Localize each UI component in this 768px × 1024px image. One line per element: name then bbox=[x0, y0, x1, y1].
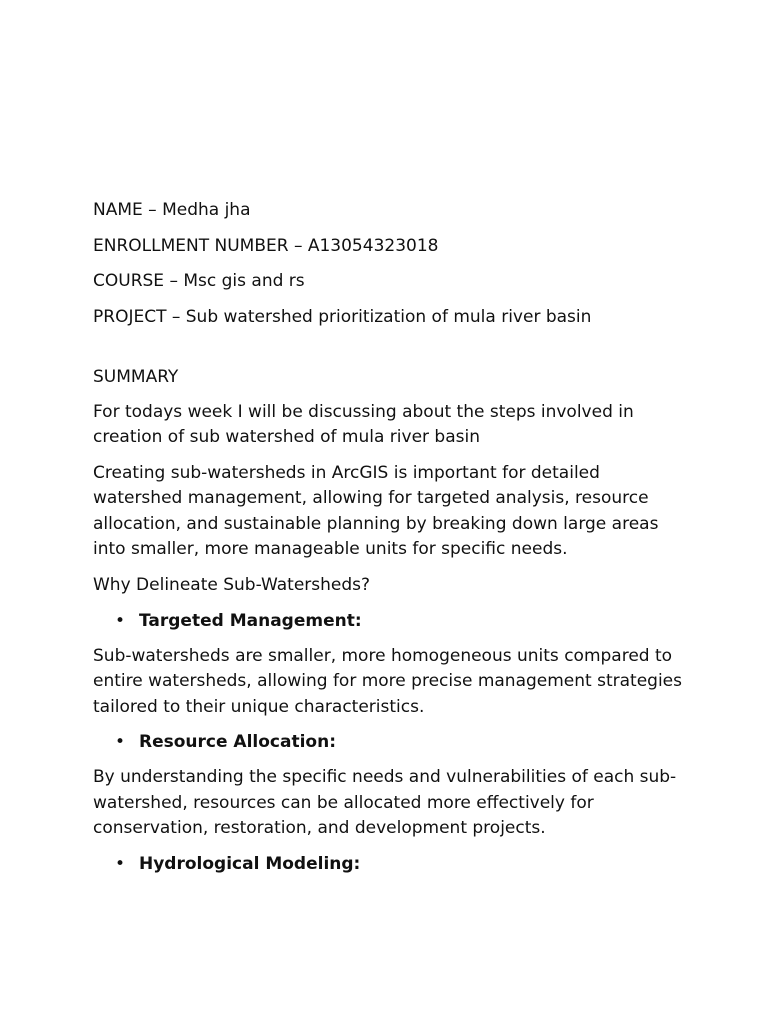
summary-intro-paragraph: For todays week I will be discussing about the steps involved in creation of sub watershed of mula river basin bbox=[93, 401, 634, 447]
summary-heading: SUMMARY bbox=[93, 366, 179, 387]
document-page bbox=[93, 198, 683, 877]
project-title: PROJECT – Sub watershed prioritization of mula river basin bbox=[93, 306, 592, 327]
bullet-icon: • bbox=[115, 853, 126, 874]
bullet-title: Hydrological Modeling: bbox=[139, 853, 361, 874]
bullet-title: Targeted Management: bbox=[139, 610, 362, 631]
question-heading: Why Delineate Sub-Watersheds? bbox=[93, 574, 371, 595]
summary-importance-paragraph: Creating sub-watersheds in ArcGIS is important for detailed watershed management, allowing for targeted analysis, resource allocation, and sustainable planning by breaking down large areas into smaller, more manageable units for specific needs. bbox=[93, 462, 659, 559]
bullet-title: Resource Allocation: bbox=[139, 732, 337, 752]
bullet-item-resource-allocation bbox=[93, 730, 683, 755]
bullet-item-targeted-management bbox=[93, 609, 683, 634]
bullet-icon: • bbox=[115, 610, 126, 631]
enrollment-number: ENROLLMENT NUMBER – A13054323018 bbox=[93, 235, 439, 256]
bullet-paragraph-resource-allocation: By understanding the specific needs and vulnerabilities of each sub-watershed, resources can be allocated more effectively for conservation, restoration, and development projects. bbox=[93, 767, 677, 838]
bullet-item-hydrological-modeling bbox=[93, 852, 683, 877]
course: COURSE – Msc gis and rs bbox=[93, 271, 305, 291]
bullet-paragraph-targeted-management: Sub-watersheds are smaller, more homogeneous units compared to entire watersheds, allowing for more precise management strategies tailored to their unique characteristics. bbox=[93, 645, 682, 717]
student-name: NAME – Medha jha bbox=[93, 200, 251, 220]
bullet-icon: • bbox=[115, 732, 126, 752]
